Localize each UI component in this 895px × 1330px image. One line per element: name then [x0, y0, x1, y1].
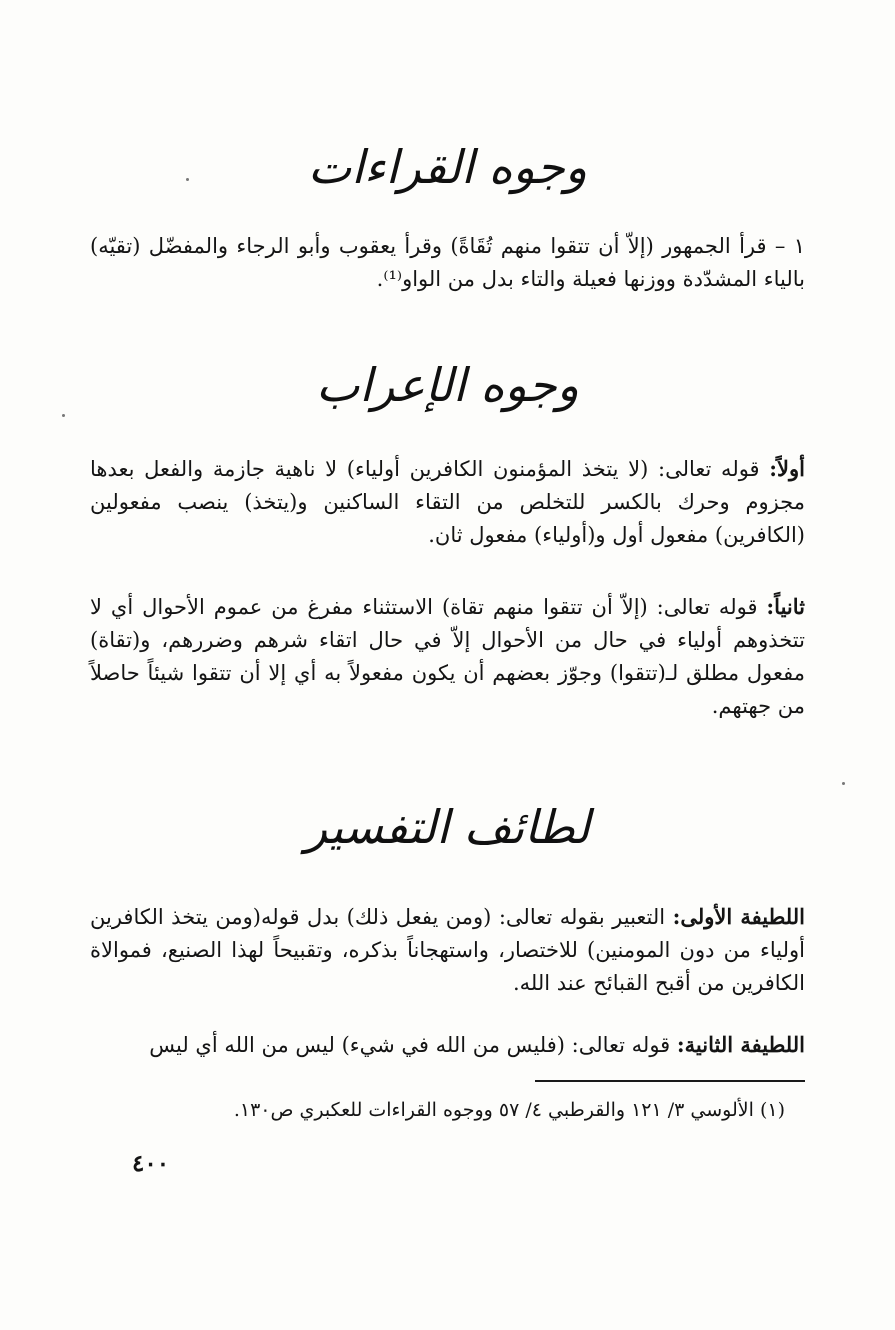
irab-paragraph-2-lead: ثانياً: — [766, 594, 805, 619]
irab-paragraph-1-lead: أولاً: — [769, 456, 805, 481]
heading-lataif: لطائف التفسير — [304, 800, 591, 854]
lataif-paragraph-1-body: التعبير بقوله تعالى: (ومن يفعل ذلك) بدل قوله(ومن يتخذ الكافرين أولياء من دون المومنين) للاختصار، واستهجاناً بذكره، وتقبيحاً لهذا الصنيع، فموالاة الكافرين من أقبح القبائح عند الله. — [90, 905, 805, 995]
lataif-paragraph-2-body: قوله تعالى: (فليس من الله في شيء) ليس من الله أي ليس — [149, 1033, 677, 1057]
irab-paragraph-2-body: قوله تعالى: (إلاّ أن تتقوا منهم تقاة) الاستثناء مفرغ من عموم الأحوال أي لا تتخذوهم أولياء في حال من الأحوال إلاّ في حال اتقاء شرهم وضررهم، و(تقاة) مفعول مطلق لـ(تتقوا) وجوّز بعضهم أن يكون مفعولاً به أي إلا أن تتقوا شيئاً حاصلاً من جهتهم. — [90, 595, 805, 718]
footnote-divider — [535, 1080, 805, 1082]
print-speck — [62, 414, 65, 417]
heading-qiraat: وجوه القراءات — [307, 140, 588, 194]
irab-paragraph-1-body: قوله تعالى: (لا يتخذ المؤمنون الكافرين أولياء) لا ناهية جازمة والفعل بعدها مجزوم وحرك بالكسر للتخلص من التقاء الساكنين و(يتخذ) ينصب مفعولين (الكافرين) مفعول أول و(أولياء) مفعول ثان. — [90, 457, 805, 547]
print-speck — [186, 178, 189, 181]
print-speck — [842, 782, 845, 785]
heading-irab: وجوه الإعراب — [316, 358, 579, 412]
lataif-paragraph-2 — [90, 1028, 805, 1062]
footnote: (١) الألوسي ٣/ ١٢١ والقرطبي ٤/ ٥٧ ووجوه القراءات للعكبري ص١٣٠. — [233, 1099, 785, 1121]
irab-paragraph-1 — [90, 452, 805, 552]
lataif-paragraph-1 — [90, 900, 805, 1000]
qiraat-paragraph: ١ – قرأ الجمهور (إلاّ أن تتقوا منهم تُقَاةً) وقرأ يعقوب وأبو الرجاء والمفضّل (تقيّه) بالياء المشدّدة ووزنها فعيلة والتاء بدل من الواو⁽¹⁾. — [90, 234, 805, 291]
lataif-paragraph-2-lead: اللطيفة الثانية: — [676, 1032, 805, 1057]
page-number: ٤٠٠ — [132, 1150, 170, 1177]
irab-paragraph-2 — [90, 590, 805, 723]
lataif-paragraph-1-lead: اللطيفة الأولى: — [672, 904, 805, 929]
